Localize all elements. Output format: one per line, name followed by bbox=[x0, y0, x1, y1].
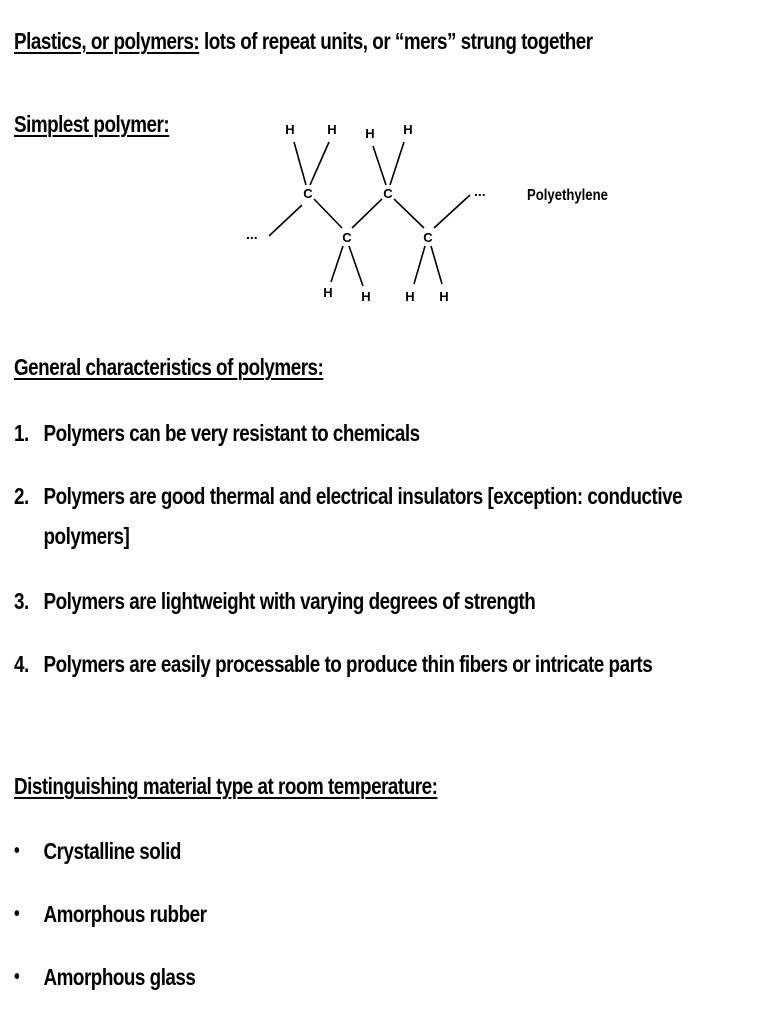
bond-c3-h1 bbox=[373, 146, 386, 185]
list-number: 1. bbox=[14, 420, 29, 446]
characteristics-heading: General characteristics of polymers: bbox=[14, 354, 324, 380]
bond-c2-h2 bbox=[349, 246, 363, 286]
bond-left-chain bbox=[269, 205, 302, 236]
intro-definition: lots of repeat units, or “mers” strung together bbox=[199, 28, 593, 54]
bond-c1-h2 bbox=[310, 142, 329, 185]
list-text: Amorphous glass bbox=[43, 964, 196, 990]
hydrogen-atom: H bbox=[365, 126, 375, 141]
list-text: Polymers are good thermal and electrical insulators [exception: conductive polymers] bbox=[43, 483, 683, 549]
carbon-atom-3: C bbox=[383, 186, 393, 201]
hydrogen-atom: H bbox=[323, 285, 333, 300]
carbon-atom-4: C bbox=[423, 230, 433, 245]
list-text: Polymers are easily processable to produce thin fibers or intricate parts bbox=[43, 651, 653, 677]
bullet-icon: • bbox=[14, 840, 20, 862]
hydrogen-atom: H bbox=[405, 289, 415, 304]
bond-c4-h2 bbox=[431, 246, 442, 284]
molecule-label: Polyethylene bbox=[527, 186, 608, 205]
hydrogen-atom: H bbox=[285, 122, 295, 137]
bond-c3-h2 bbox=[390, 142, 404, 185]
bond-c4-h1 bbox=[414, 246, 425, 284]
hydrogen-atom: H bbox=[361, 289, 371, 304]
polyethylene-structure-diagram bbox=[0, 0, 768, 320]
list-text: Crystalline solid bbox=[43, 838, 181, 864]
bullet-icon: • bbox=[14, 966, 20, 988]
bond-c3-c4 bbox=[394, 199, 424, 228]
hydrogen-atom: H bbox=[327, 122, 337, 137]
chain-continuation-left: ... bbox=[246, 226, 258, 242]
chain-continuation-right: ... bbox=[474, 183, 486, 199]
carbon-atom-1: C bbox=[303, 186, 313, 201]
list-text: Amorphous rubber bbox=[43, 901, 207, 927]
bond-c2-h1 bbox=[331, 246, 343, 282]
distinguishing-heading: Distinguishing material type at room temperature: bbox=[14, 773, 438, 799]
list-number: 4. bbox=[14, 651, 29, 677]
list-number: 3. bbox=[14, 588, 29, 614]
list-text: Polymers are lightweight with varying degrees of strength bbox=[43, 588, 536, 614]
bond-right-chain bbox=[434, 195, 470, 228]
bond-c1-c2 bbox=[314, 199, 342, 228]
list-number: 2. bbox=[14, 483, 29, 509]
list-text: Polymers can be very resistant to chemicals bbox=[43, 420, 420, 446]
carbon-atom-2: C bbox=[342, 230, 352, 245]
bond-lines bbox=[269, 142, 470, 286]
intro-term: Plastics, or polymers: bbox=[14, 28, 200, 54]
simplest-polymer-heading: Simplest polymer: bbox=[14, 111, 170, 137]
hydrogen-atom: H bbox=[403, 122, 413, 137]
bullet-icon: • bbox=[14, 903, 20, 925]
bond-c1-h1 bbox=[294, 142, 306, 185]
bond-c2-c3 bbox=[352, 199, 382, 228]
hydrogen-atom: H bbox=[439, 289, 449, 304]
